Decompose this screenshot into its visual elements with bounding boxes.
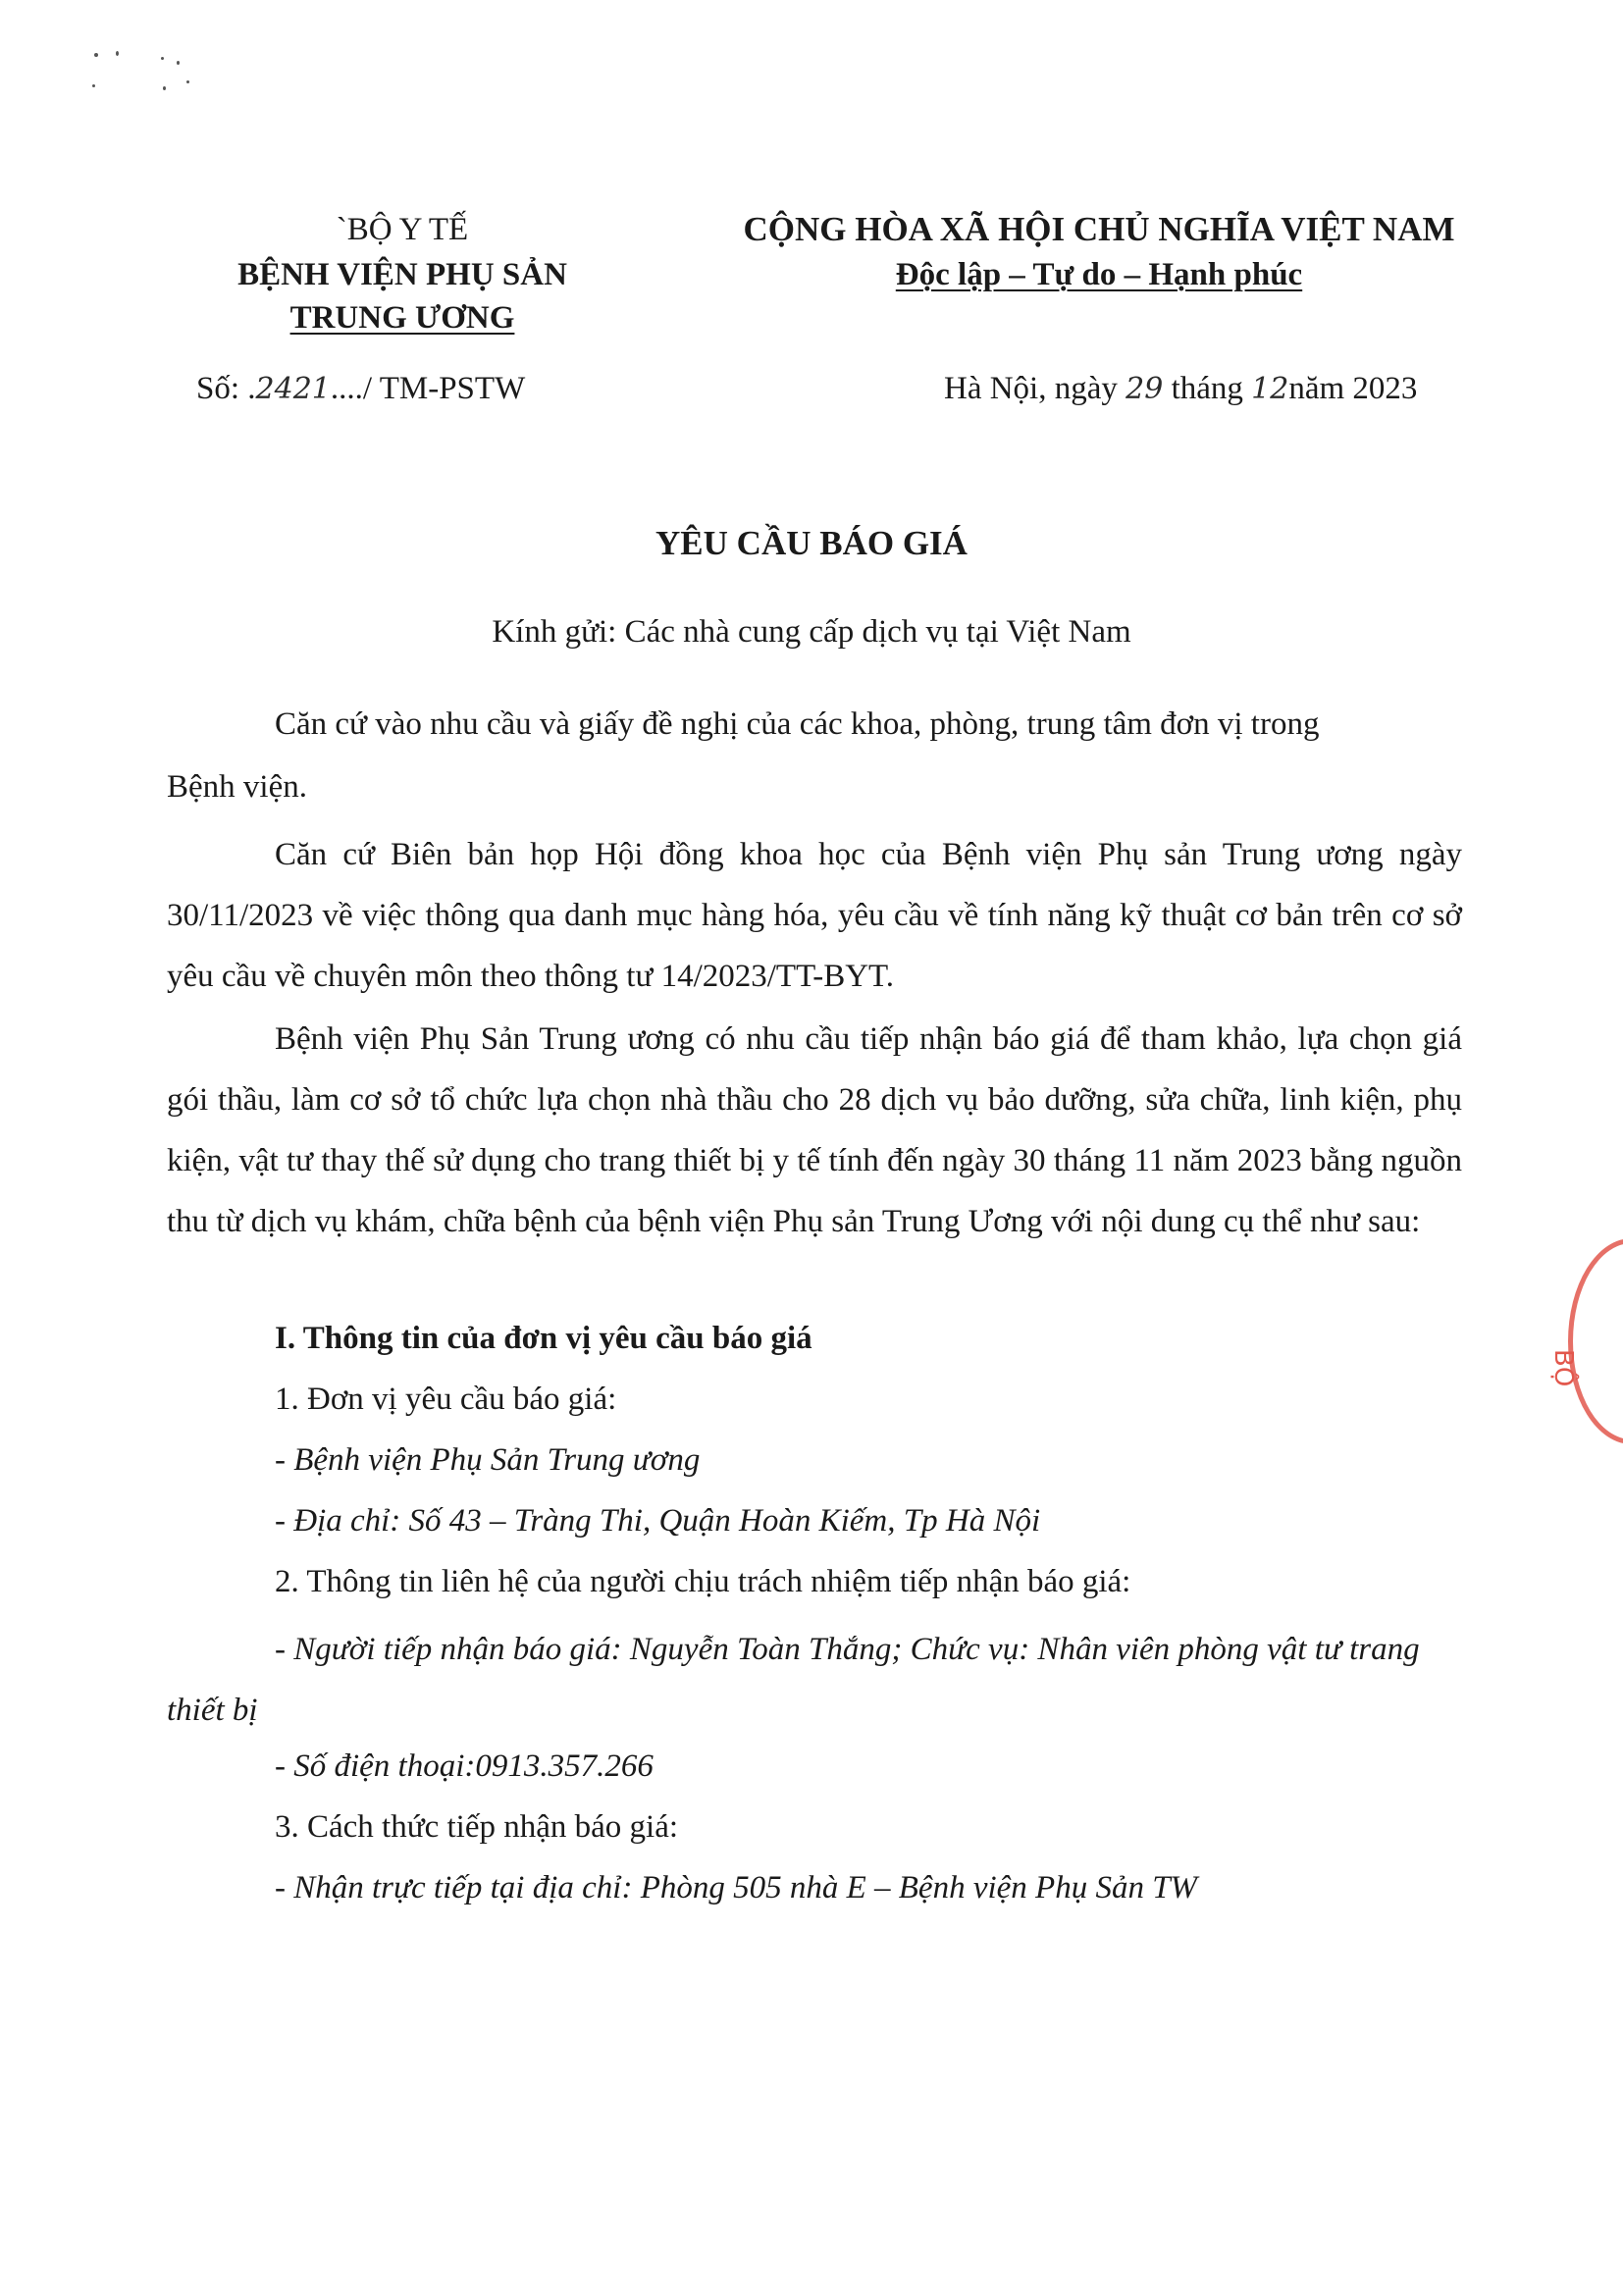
hospital-name-line2-text: TRUNG ƯƠNG	[289, 300, 515, 336]
date-month-label: tháng	[1171, 371, 1243, 406]
section-1-heading: I. Thông tin của đơn vị yêu cầu báo giá	[275, 1321, 812, 1356]
scan-speck	[94, 53, 98, 57]
document-number	[196, 367, 525, 411]
document-title: YÊU CẦU BÁO GIÁ	[655, 524, 968, 562]
date-year: năm 2023	[1288, 371, 1418, 406]
scan-speck	[177, 61, 180, 65]
document-number-prefix: Số: .	[196, 371, 256, 406]
date-prefix: Hà Nội, ngày	[944, 371, 1118, 406]
document-number-handwritten: 2421	[255, 372, 331, 406]
item-1-address: - Địa chỉ: Số 43 – Tràng Thi, Quận Hoàn Kiếm, Tp Hà Nội	[275, 1503, 1041, 1539]
item-3-label: 3. Cách thức tiếp nhận báo giá:	[275, 1809, 679, 1845]
scan-speck	[161, 57, 164, 60]
paragraph-1-line-2: Bệnh viện.	[167, 769, 307, 805]
paragraph-3: Bệnh viện Phụ Sản Trung ương có nhu cầu tiếp nhận báo giá để tham khảo, lựa chọn giá gói thầu, làm cơ sở tổ chức lựa chọn nhà thầu cho 28 dịch vụ bảo dưỡng, sửa chữa, linh kiện, phụ kiện, vật tư thay thế sử dụng cho trang thiết bị y tế tính đến ngày 30 tháng 11 năm 2023 bằng nguồn thu từ dịch vụ khám, chữa bệnh của bệnh viện Phụ sản Trung Ương với nội dung cụ thể như sau:	[167, 1021, 1462, 1239]
motto-text: Độc lập – Tự do – Hạnh phúc	[895, 257, 1303, 292]
issue-date	[944, 367, 1417, 411]
official-stamp	[1568, 1238, 1623, 1444]
scan-speck	[116, 51, 119, 56]
item-2-person: - Người tiếp nhận báo giá: Nguyễn Toàn Thắng; Chức vụ: Nhân viên phòng vật tư trang thiết bị	[167, 1632, 1420, 1728]
date-day-handwritten: 29	[1126, 372, 1164, 406]
paragraph-1-line-1: Căn cứ vào nhu cầu và giấy đề nghị của các khoa, phòng, trung tâm đơn vị trong	[275, 706, 1320, 742]
hospital-name-line2	[147, 296, 657, 339]
motto	[667, 253, 1531, 296]
item-1-name: - Bệnh viện Phụ Sản Trung ương	[275, 1442, 701, 1478]
item-2-phone: - Số điện thoại:0913.357.266	[275, 1748, 654, 1784]
item-1-label: 1. Đơn vị yêu cầu báo giá:	[275, 1382, 617, 1417]
scan-speck	[186, 80, 189, 83]
scan-speck	[163, 86, 166, 90]
scan-speck	[92, 84, 95, 87]
recipient-line: Kính gửi: Các nhà cung cấp dịch vụ tại Việt Nam	[492, 614, 1131, 650]
paragraph-2: Căn cứ Biên bản họp Hội đồng khoa học của Bệnh viện Phụ sản Trung ương ngày 30/11/2023 về việc thông qua danh mục hàng hóa, yêu cầu về tính năng kỹ thuật cơ bản trên cơ sở yêu cầu về chuyên môn theo thông tư 14/2023/TT-BYT.	[167, 837, 1462, 994]
ministry-name: `BỘ Y TẾ	[336, 212, 469, 247]
hospital-name-line1: BỆNH VIỆN PHỤ SẢN	[237, 257, 567, 292]
republic-name: CỘNG HÒA XÃ HỘI CHỦ NGHĨA VIỆT NAM	[743, 210, 1455, 248]
document-number-suffix: ..../ TM-PSTW	[330, 371, 526, 406]
item-3-direct: - Nhận trực tiếp tại địa chỉ: Phòng 505 nhà E – Bệnh viện Phụ Sản TW	[275, 1870, 1198, 1905]
item-2-label: 2. Thông tin liên hệ của người chịu trách nhiệm tiếp nhận báo giá:	[275, 1564, 1131, 1599]
date-month-handwritten: 12	[1251, 372, 1289, 406]
official-stamp-text: BỘ	[1548, 1349, 1578, 1387]
